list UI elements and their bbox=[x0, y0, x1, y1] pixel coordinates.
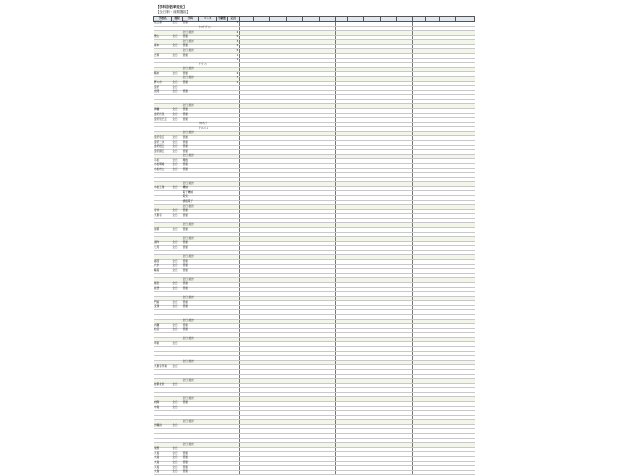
table-cell bbox=[270, 470, 286, 475]
table-cell: 田鶴浜 bbox=[154, 424, 172, 429]
table-cell: 1 bbox=[227, 58, 239, 63]
table-cell: 全日 bbox=[172, 461, 182, 466]
table-cell: 普通 bbox=[182, 452, 198, 457]
table-cell: 情報電子 bbox=[182, 200, 198, 205]
table-cell: 鶴来 bbox=[154, 72, 172, 77]
document-title: 【学科別倍率変化】 bbox=[156, 5, 187, 9]
table-cell: 全日 総計 bbox=[182, 255, 198, 260]
table-cell: 全日 総計 bbox=[182, 67, 198, 72]
table-cell bbox=[425, 470, 439, 475]
table-cell: 七尾 bbox=[154, 246, 172, 251]
table-cell bbox=[335, 470, 347, 475]
table-cell: 小松明峰 bbox=[154, 163, 172, 168]
column-header: 学校名 bbox=[154, 17, 172, 22]
table-cell: 電子機械 bbox=[182, 191, 198, 196]
table-cell: 鹿西 bbox=[154, 260, 172, 265]
table-cell: 翠星 bbox=[154, 342, 172, 347]
table-cell: 全日 bbox=[172, 241, 182, 246]
table-cell: 普通 bbox=[182, 470, 198, 475]
column-header: 課程 bbox=[172, 17, 182, 22]
table-cell: 全日 bbox=[172, 86, 182, 91]
table-cell: 宝達 bbox=[154, 305, 172, 310]
table-cell: 7 bbox=[227, 76, 239, 81]
table-cell: 全日 総計 bbox=[182, 420, 198, 425]
table-cell: 機械 bbox=[182, 186, 198, 191]
table-cell: 全日 bbox=[172, 168, 182, 173]
table-cell: 全日 bbox=[172, 214, 182, 219]
table-cell: 津幡 bbox=[154, 108, 172, 113]
table-cell: 大島 bbox=[154, 461, 172, 466]
table-cell: 全日 bbox=[172, 108, 182, 113]
table-cell: 全日 総計 bbox=[182, 278, 198, 283]
table-cell: 全日 総計 bbox=[182, 154, 198, 159]
table-cell: 輪島 bbox=[154, 269, 172, 274]
table-cell bbox=[440, 470, 456, 475]
table-cell: ﾃﾞｻﾞｲﾝ bbox=[198, 63, 216, 68]
table-cell: 大島 bbox=[154, 470, 172, 475]
table-cell: 普通 bbox=[182, 456, 198, 461]
table-cell bbox=[227, 470, 239, 475]
table-cell: 全日 総計 bbox=[182, 223, 198, 228]
table-cell: 小松市立 bbox=[154, 168, 172, 173]
table-cell: 5 bbox=[227, 22, 239, 27]
table-cell: 小松 bbox=[154, 159, 172, 164]
table-cell: 金沢 bbox=[154, 86, 172, 91]
table-cell: 内灘 bbox=[154, 324, 172, 329]
table-cell: 2 bbox=[227, 81, 239, 86]
table-cell: 全日 bbox=[172, 72, 182, 77]
table-cell: 全日 bbox=[172, 287, 182, 292]
table-cell: 普通 bbox=[182, 466, 198, 471]
table-cell: 全日 bbox=[172, 141, 182, 146]
table-cell: 理数 bbox=[182, 159, 198, 164]
table-cell: 全日 bbox=[172, 246, 182, 251]
table-cell: 全日 総計 bbox=[182, 337, 198, 342]
table-cell: 全日 bbox=[172, 264, 182, 269]
table-cell: 豊山 bbox=[154, 35, 172, 40]
table-cell: 全日 総計 bbox=[182, 205, 198, 210]
table-cell: 全日 総計 bbox=[182, 40, 198, 45]
table-cell: 大島 bbox=[154, 452, 172, 457]
table-cell: 金沢桜丘 bbox=[154, 145, 172, 150]
table-cell: 全日 bbox=[172, 136, 182, 141]
table-cell: 金沢二水 bbox=[154, 141, 172, 146]
table-cell bbox=[303, 470, 319, 475]
table-cell: 普通 bbox=[182, 301, 198, 306]
table-cell: 中島 bbox=[154, 406, 172, 411]
table-cell: 普通 bbox=[182, 461, 198, 466]
table-cell: 大聖寺 bbox=[154, 214, 172, 219]
table-cell: 普通 bbox=[182, 269, 198, 274]
table-cell: 1 bbox=[227, 54, 239, 59]
table-cell: 3 bbox=[227, 40, 239, 45]
table-cell: 普通 bbox=[182, 22, 198, 27]
table-cell: 全日 bbox=[172, 301, 182, 306]
table-cell bbox=[456, 470, 475, 475]
table-cell bbox=[217, 470, 227, 475]
table-cell: 普通 bbox=[182, 81, 198, 86]
table-cell: 普通 bbox=[182, 168, 198, 173]
table-cell: 全日 bbox=[172, 269, 182, 274]
table-cell: 全日 bbox=[172, 150, 182, 155]
table-cell: 5 bbox=[227, 49, 239, 54]
table-cell: 普通 bbox=[182, 150, 198, 155]
table-cell: 金沢伏見 bbox=[154, 113, 172, 118]
table-cell bbox=[239, 470, 253, 475]
table-cell bbox=[319, 470, 335, 475]
table-cell: 小松工業 bbox=[154, 186, 172, 191]
table-cell: 全日 総計 bbox=[182, 397, 198, 402]
table-cell: 全日 総計 bbox=[182, 49, 198, 54]
table-cell: 桜丘高 bbox=[154, 22, 172, 27]
table-cell: 普通 bbox=[182, 113, 198, 118]
table-cell: ﾌﾛﾝﾃｨｱ bbox=[198, 122, 216, 127]
table-cell: 全日 bbox=[172, 342, 182, 347]
table-cell: 大島 bbox=[154, 466, 172, 471]
table-cell: 普通 bbox=[182, 241, 198, 246]
data-table bbox=[153, 16, 475, 475]
table-cell: 全日 bbox=[172, 466, 182, 471]
table-cell: 全日 bbox=[172, 81, 182, 86]
table-cell: 普通 bbox=[182, 264, 198, 269]
table-cell: 9 bbox=[227, 72, 239, 77]
table-cell: 能都北辰 bbox=[154, 383, 172, 388]
table-cell bbox=[348, 470, 364, 475]
table-cell: 全日 bbox=[172, 383, 182, 388]
table-cell: 全日 bbox=[172, 470, 182, 475]
table-cell: 全日 総計 bbox=[182, 131, 198, 136]
table-cell: 全日 総計 bbox=[182, 76, 198, 81]
table-cell: 飯田 bbox=[154, 282, 172, 287]
table-cell: 全日 bbox=[172, 35, 182, 40]
table-cell: 普通 bbox=[182, 118, 198, 123]
table-cell: 全日 bbox=[172, 145, 182, 150]
table-cell: 全日 bbox=[172, 54, 182, 59]
table-cell: 普通 bbox=[182, 35, 198, 40]
table-cell: 全日 bbox=[172, 260, 182, 265]
table-cell: 電気 bbox=[182, 195, 198, 200]
table-cell bbox=[413, 470, 425, 475]
table-cell: 大聖寺実業 bbox=[154, 365, 172, 370]
table-cell: 普通 bbox=[182, 260, 198, 265]
table-cell: 全日 bbox=[172, 90, 182, 95]
table-cell: 須曽 bbox=[154, 447, 172, 452]
table-cell: 全日 bbox=[172, 401, 182, 406]
table-cell: 全日 bbox=[172, 163, 182, 168]
table-cell: 全日 bbox=[172, 324, 182, 329]
table-cell: 全日 bbox=[172, 118, 182, 123]
column-header: コース bbox=[198, 17, 216, 22]
table-cell: 0 bbox=[227, 35, 239, 40]
table-cell: 普通 bbox=[182, 145, 198, 150]
table-cell: 全日 bbox=[172, 305, 182, 310]
table-cell: 全日 bbox=[172, 365, 182, 370]
table-cell: ﾗｲﾌﾃﾞｻﾞｲﾝ bbox=[198, 26, 216, 31]
column-header: 学級数 bbox=[218, 16, 226, 20]
table-cell: 全日 bbox=[172, 282, 182, 287]
table-cell: 普通 bbox=[182, 328, 198, 333]
table-cell: 普通 bbox=[182, 282, 198, 287]
table-cell: 全日 総計 bbox=[182, 237, 198, 242]
table-cell: 普通 bbox=[182, 136, 198, 141]
table-cell bbox=[364, 470, 380, 475]
table-cell: 加賀 bbox=[154, 228, 172, 233]
table-cell: 全日 bbox=[172, 452, 182, 457]
table-cell: 金沢錦丘 bbox=[154, 150, 172, 155]
table-cell: 普通 bbox=[182, 163, 198, 168]
table-cell: 寺井 bbox=[154, 209, 172, 214]
table-cell: 2 bbox=[227, 31, 239, 36]
table-cell: 普通 bbox=[182, 54, 198, 59]
table-cell bbox=[286, 470, 302, 475]
table-cell: 普通 bbox=[182, 90, 198, 95]
table-cell: 全日 総計 bbox=[182, 31, 198, 36]
table-cell: 向陽 bbox=[154, 401, 172, 406]
column-header: 学科 bbox=[182, 17, 198, 22]
table-cell: 金沢辰巳丘 bbox=[154, 118, 172, 123]
table-cell: 全日 bbox=[172, 22, 182, 27]
table-cell: 全日 総計 bbox=[182, 379, 198, 384]
table-cell: 全日 bbox=[172, 209, 182, 214]
table-cell: 全日 総計 bbox=[182, 360, 198, 365]
table-cell: 普通 bbox=[182, 228, 198, 233]
table-cell: 全日 bbox=[172, 159, 182, 164]
table-cell: 全日 bbox=[172, 113, 182, 118]
table-cell: 普通 bbox=[182, 324, 198, 329]
table-cell: 普通 bbox=[182, 209, 198, 214]
table-cell: 全日 総計 bbox=[182, 443, 198, 448]
table-cell: 全日 bbox=[172, 186, 182, 191]
table-cell: 能登 bbox=[154, 287, 172, 292]
table-cell: 全日 総計 bbox=[182, 182, 198, 187]
table-cell: 普通 bbox=[182, 108, 198, 113]
table-cell: 穴水 bbox=[154, 264, 172, 269]
table-cell: 羽咋 bbox=[154, 241, 172, 246]
table-cell: 全日 bbox=[172, 406, 182, 411]
table-cell: 志賀 bbox=[154, 54, 172, 59]
table-cell bbox=[254, 470, 270, 475]
column-header: 定員 bbox=[227, 17, 239, 22]
table-cell bbox=[397, 470, 413, 475]
table-cell: 普通 bbox=[182, 246, 198, 251]
document-subtitle: 【全日制・前期選抜】 bbox=[156, 10, 190, 14]
table-cell: 野々市 bbox=[154, 81, 172, 86]
table-cell: 4 bbox=[227, 44, 239, 49]
table-cell bbox=[380, 470, 396, 475]
table-cell: 普通 bbox=[182, 287, 198, 292]
table-cell: 松任 bbox=[154, 328, 172, 333]
table-cell: 全日 総計 bbox=[182, 104, 198, 109]
table-cell: 普通 bbox=[182, 141, 198, 146]
table-cell: 全日 bbox=[172, 328, 182, 333]
table-cell: 普通 bbox=[182, 305, 198, 310]
table-cell: 普通 bbox=[182, 72, 198, 77]
table-cell: 普通 bbox=[182, 401, 198, 406]
table-cell: 全日 bbox=[172, 424, 182, 429]
document-page bbox=[150, 4, 480, 474]
table-cell: 門前 bbox=[154, 301, 172, 306]
table-cell: 全日 bbox=[172, 456, 182, 461]
table-cell: 普通 bbox=[182, 214, 198, 219]
table-row bbox=[154, 470, 475, 475]
table-cell: 北陸 bbox=[154, 90, 172, 95]
table-cell: 森本 bbox=[154, 44, 172, 49]
table-cell: 普通 bbox=[182, 44, 198, 49]
table-cell: 全日 bbox=[172, 228, 182, 233]
table-cell: 金沢泉丘 bbox=[154, 136, 172, 141]
table-cell: 全日 総計 bbox=[182, 296, 198, 301]
table-cell: 全日 bbox=[172, 44, 182, 49]
table-cell bbox=[198, 470, 216, 475]
table-cell: 全日 総計 bbox=[182, 319, 198, 324]
table-cell: 全日 bbox=[172, 447, 182, 452]
table-cell: ｸﾞﾛｰﾊﾞﾙ bbox=[198, 127, 216, 132]
table-cell: 大島 bbox=[154, 456, 172, 461]
